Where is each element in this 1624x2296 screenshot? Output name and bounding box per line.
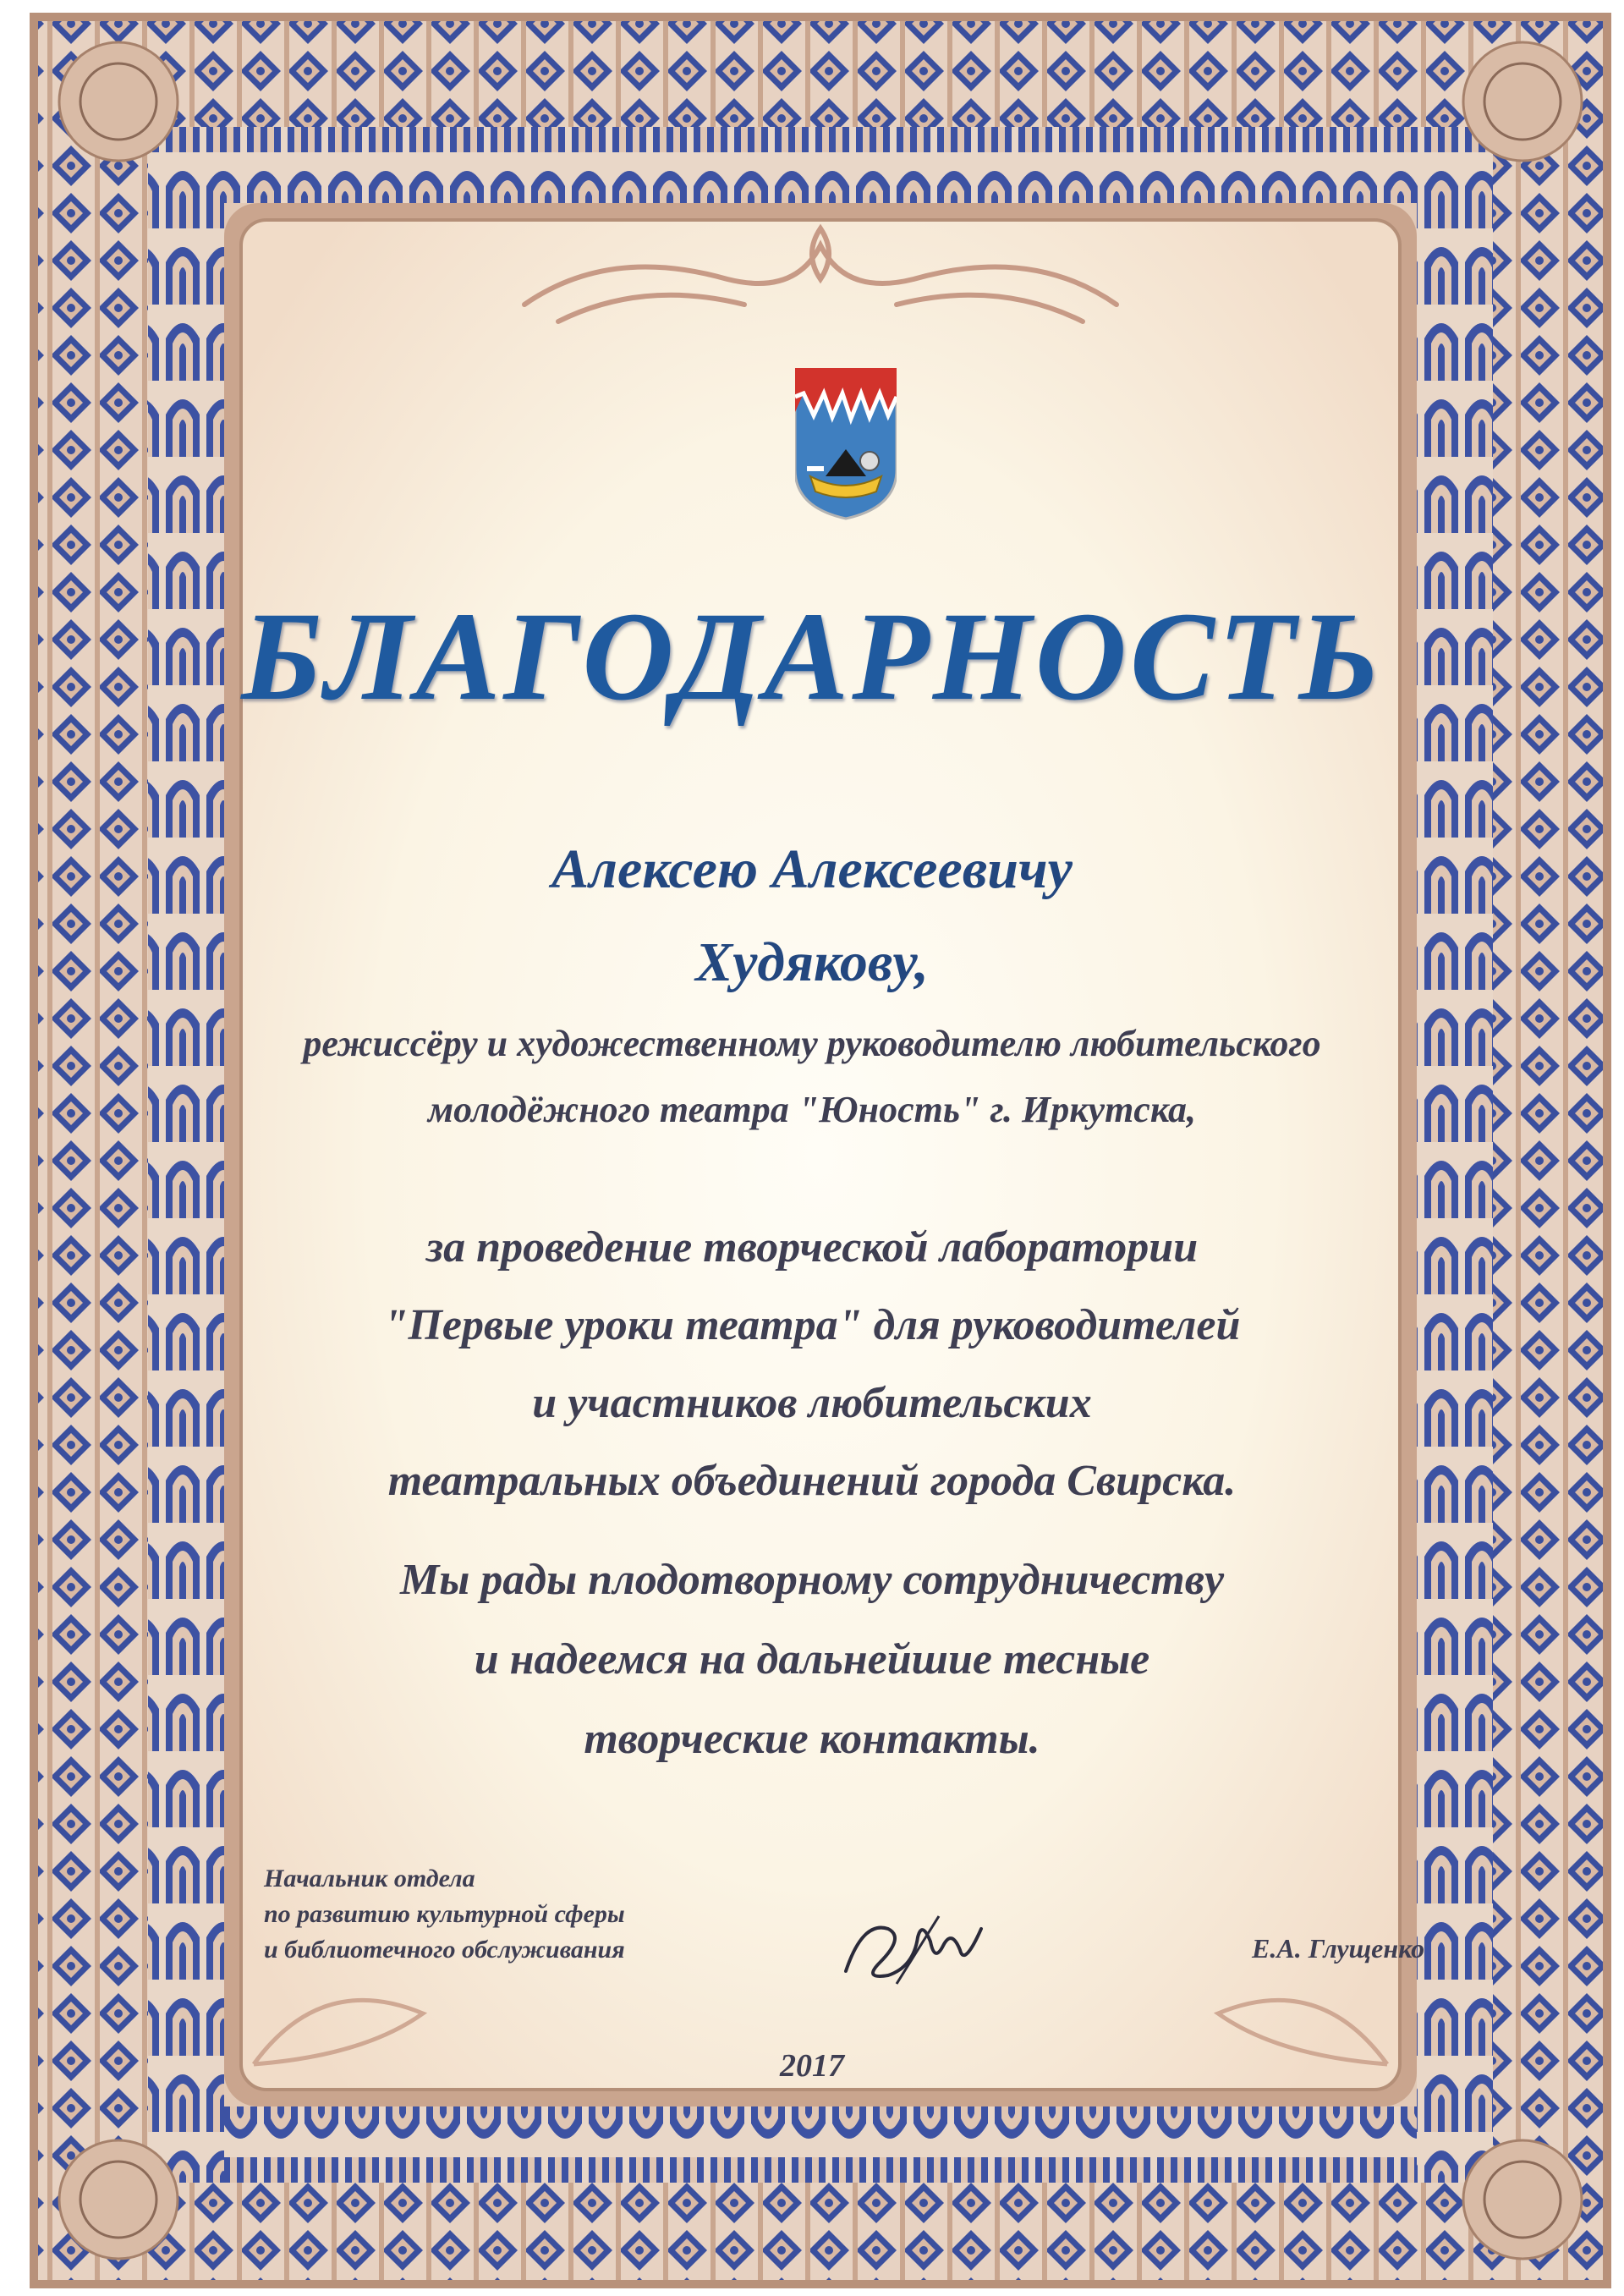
- signer-title-line-3: и библиотечного обслуживания: [264, 1936, 625, 1964]
- certificate-title: БЛАГОДАРНОСТЬ: [241, 586, 1383, 727]
- signer-name: Е.А. Глущенко: [1252, 1933, 1425, 1964]
- signer-title: [264, 1861, 625, 1968]
- signer-title-line-1: Начальник отдела: [264, 1865, 475, 1892]
- certificate-year: 2017: [780, 2048, 844, 2084]
- body-text-line-6: и надеемся на дальнейшие тесные: [474, 1635, 1150, 1684]
- body-text-line-5: Мы рады плодотворному сотрудничеству: [399, 1556, 1225, 1604]
- body-text-line-2: "Первые уроки театра" для руководителей: [383, 1301, 1241, 1349]
- recipient-position-line-1: режиссёру и художественному руководителю любительского: [303, 1023, 1321, 1064]
- body-text-line-4: театральных объединений города Свирска.: [387, 1457, 1237, 1505]
- body-text-line-3: и участников любительских: [532, 1379, 1092, 1427]
- signer-title-line-2: по развитию культурной сферы: [264, 1900, 625, 1928]
- recipient-position-line-2: молодёжного театра "Юность" г. Иркутска,: [427, 1089, 1197, 1130]
- body-text-line-1: за проведение творческой лаборатории: [425, 1223, 1199, 1272]
- recipient-first-names: Алексею Алексеевичу: [551, 838, 1073, 900]
- handwritten-signature: [837, 1903, 990, 1997]
- body-text-line-7: творческие контакты.: [584, 1715, 1040, 1763]
- recipient-surname: Худякову,: [695, 931, 929, 993]
